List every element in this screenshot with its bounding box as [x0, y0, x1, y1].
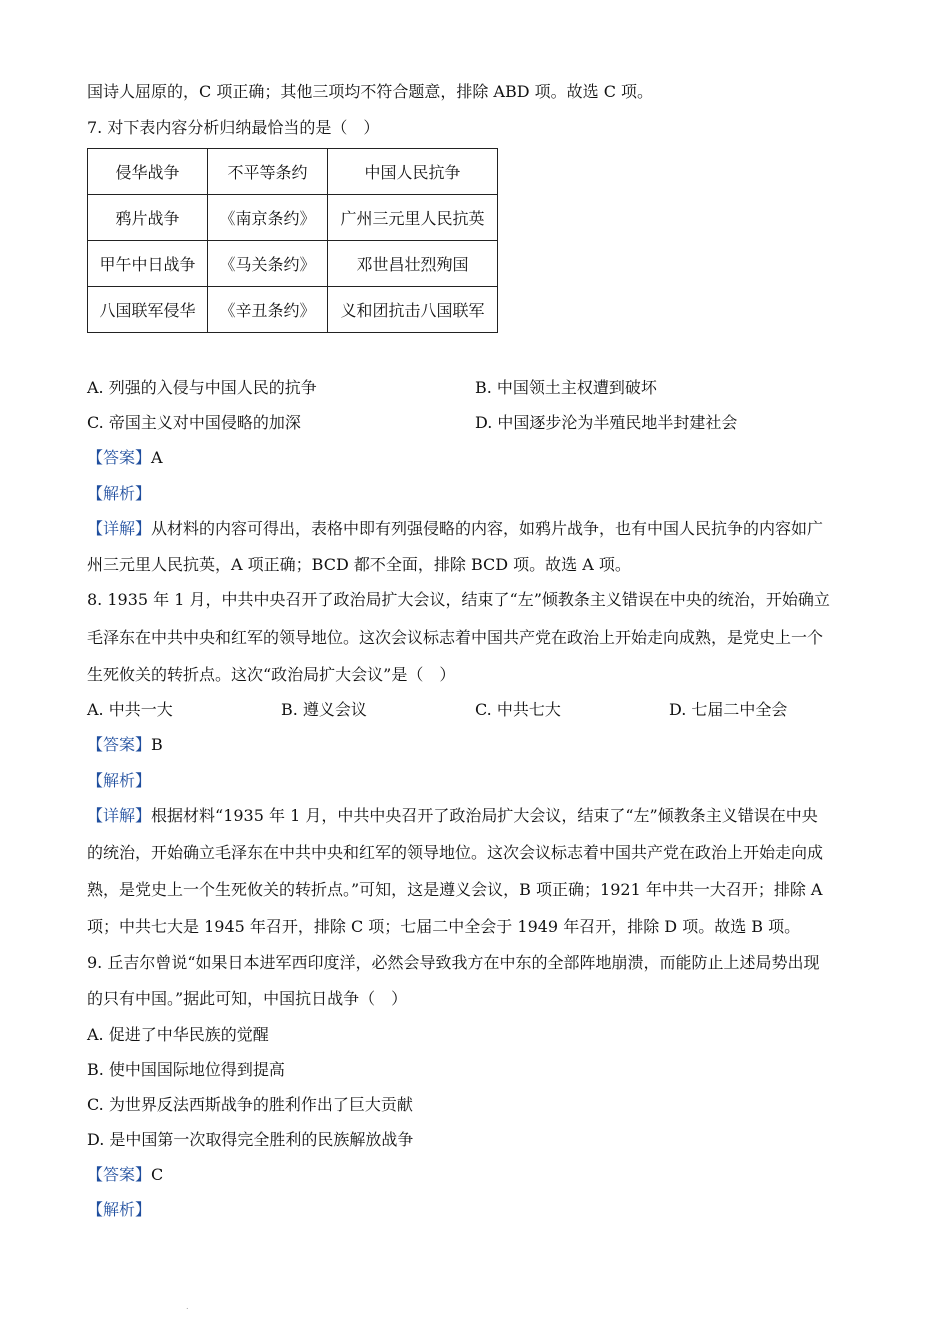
q7-stem: 7. 对下表内容分析归纳最恰当的是（ ）: [87, 118, 380, 137]
q9-option-a: A. 促进了中华民族的觉醒: [87, 1025, 269, 1044]
answer-label: 【答案】: [87, 735, 152, 754]
q9-option-c: C. 为世界反法西斯战争的胜利作出了巨大贡献: [87, 1095, 413, 1114]
table-header-cell: 不平等条约: [208, 149, 328, 195]
q8-stem-line-3: 生死攸关的转折点。这次“政治局扩大会议”是（ ）: [87, 665, 456, 684]
answer-label: 【答案】: [87, 1165, 152, 1184]
q8-stem-line-1: 8. 1935 年 1 月，中共中央召开了政治局扩大会议，结束了“左”倾教条主义错误在中央的统治，开始确立: [87, 590, 830, 609]
q7-option-a: A. 列强的入侵与中国人民的抗争: [87, 378, 317, 397]
table-cell: 《南京条约》: [208, 195, 328, 241]
q7-option-b: B. 中国领土主权遭到破坏: [475, 378, 657, 397]
detail-text: 从材料的内容可得出，表格中即有列强侵略的内容，如鸦片战争，也有中国人民抗争的内容如广: [151, 519, 824, 538]
q9-option-d: D. 是中国第一次取得完全胜利的民族解放战争: [87, 1130, 414, 1149]
q7-answer: [87, 448, 163, 468]
q9-stem-line-2: 的只有中国。”据此可知，中国抗日战争（ ）: [87, 989, 408, 1008]
table-cell: 广州三元里人民抗英: [328, 195, 498, 241]
q7-table: [87, 148, 498, 333]
q8-analysis-label: 【解析】: [87, 771, 152, 790]
table-cell: 《马关条约》: [208, 241, 328, 287]
table-cell: 《辛丑条约》: [208, 287, 328, 333]
previous-answer-tail: 国诗人屈原的，C 项正确；其他三项均不符合题意，排除 ABD 项。故选 C 项。: [87, 82, 654, 101]
table-header-cell: 中国人民抗争: [328, 149, 498, 195]
table-row: [88, 149, 498, 195]
table-cell: 义和团抗击八国联军: [328, 287, 498, 333]
q8-option-c: C. 中共七大: [475, 700, 561, 719]
table-cell: 八国联军侵华: [88, 287, 208, 333]
table-cell: 邓世昌壮烈殉国: [328, 241, 498, 287]
q7-detail-line-1: [87, 519, 823, 539]
table-row: [88, 287, 498, 333]
q8-detail-line-3: 熟，是党史上一个生死攸关的转折点。”可知，这是遵义会议，B 项正确；1921 年中共一大召开；排除 A: [87, 880, 823, 899]
table-row: [88, 241, 498, 287]
q8-option-a: A. 中共一大: [87, 700, 173, 719]
q7-detail-line-2: 州三元里人民抗英，A 项正确；BCD 都不全面，排除 BCD 项。故选 A 项。: [87, 555, 631, 574]
q8-stem-line-2: 毛泽东在中共中央和红军的领导地位。这次会议标志着中国共产党在政治上开始走向成熟，是党史上一个: [87, 628, 824, 647]
table-header-cell: 侵华战争: [88, 149, 208, 195]
q8-option-b: B. 遵义会议: [281, 700, 367, 719]
answer-value: C: [151, 1165, 164, 1184]
q8-detail-line-4: 项；中共七大是 1945 年召开，排除 C 项；七届二中全会于 1949 年召开，排除 D 项。故选 B 项。: [87, 917, 801, 936]
footer-mark: .: [186, 1302, 189, 1311]
q8-detail-line-1: [87, 806, 818, 826]
answer-value: B: [151, 735, 163, 754]
table-cell: 甲午中日战争: [88, 241, 208, 287]
q8-answer: [87, 735, 163, 755]
q9-stem-line-1: 9. 丘吉尔曾说“如果日本进军西印度洋，必然会导致我方在中东的全部阵地崩溃，而能防止上述局势出现: [87, 953, 820, 972]
table-row: [88, 195, 498, 241]
table-cell: 鸦片战争: [88, 195, 208, 241]
q8-option-d: D. 七届二中全会: [669, 700, 788, 719]
q9-answer: [87, 1165, 163, 1185]
answer-value: A: [151, 448, 163, 467]
detail-label: 【详解】: [87, 519, 152, 538]
q8-detail-line-2: 的统治，开始确立毛泽东在中共中央和红军的领导地位。这次会议标志着中国共产党在政治上开始走向成: [87, 843, 824, 862]
q7-option-c: C. 帝国主义对中国侵略的加深: [87, 413, 301, 432]
q9-option-b: B. 使中国国际地位得到提高: [87, 1060, 285, 1079]
q9-analysis-label: 【解析】: [87, 1200, 152, 1219]
q7-option-d: D. 中国逐步沦为半殖民地半封建社会: [475, 413, 738, 432]
detail-text: 根据材料“1935 年 1 月，中共中央召开了政治局扩大会议，结束了“左”倾教条主义错误在中央: [151, 806, 818, 825]
answer-label: 【答案】: [87, 448, 152, 467]
detail-label: 【详解】: [87, 806, 152, 825]
q7-analysis-label: 【解析】: [87, 484, 152, 503]
